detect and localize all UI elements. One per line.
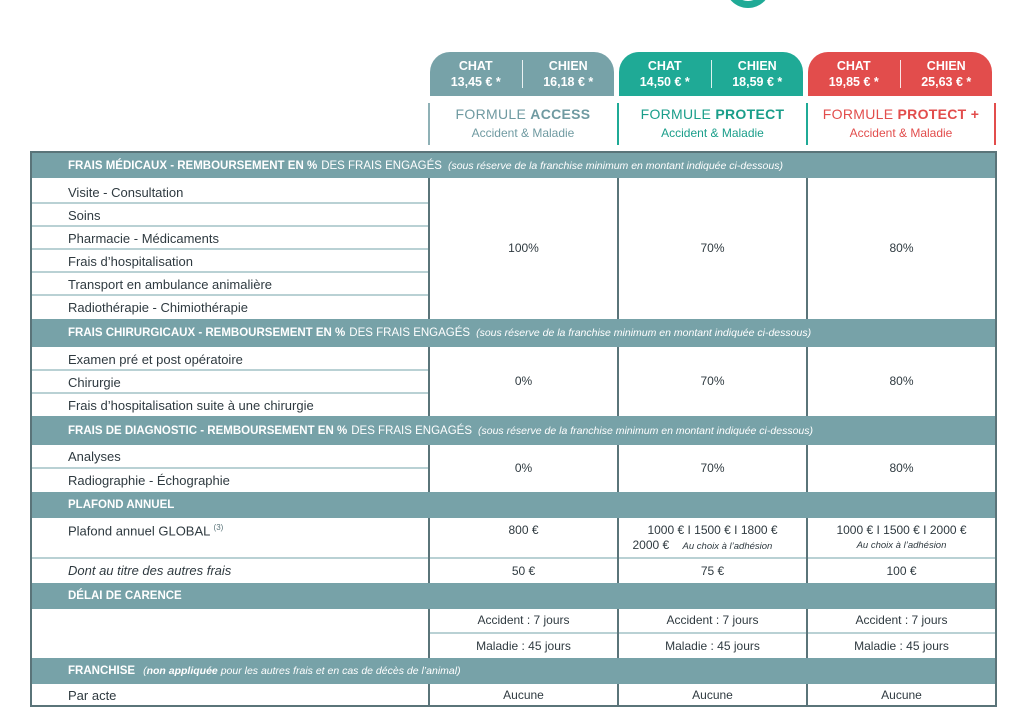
franchise-protect-plus: Aucune (881, 688, 922, 702)
row-label: Frais d’hospitalisation suite à une chirurgie (68, 398, 314, 413)
row-label: Visite - Consultation (68, 185, 184, 200)
column-divider (617, 178, 619, 319)
row-label: Analyses (68, 449, 121, 464)
row-divider (32, 294, 428, 296)
price-tab-access (430, 52, 614, 96)
column-divider (428, 445, 430, 492)
row-label: Radiographie - Échographie (68, 473, 230, 488)
column-divider (428, 178, 430, 319)
column-divider (617, 445, 619, 492)
formule-access-header: FORMULE ACCESS Accident & Maladie (428, 103, 616, 145)
column-divider (806, 445, 808, 492)
autres-frais-protect-plus: 100 € (886, 563, 917, 578)
column-divider (806, 684, 808, 707)
row-label: Soins (68, 208, 101, 223)
value-access: 100% (508, 241, 539, 255)
column-divider (617, 684, 619, 707)
section-header-chirurgicaux: FRAIS CHIRURGICAUX - REMBOURSEMENT EN % DES FRAIS ENGAGÉS (sous réserve de la franchise minimum en montant indiquée ci-dessous) (32, 319, 995, 347)
section-header-medicaux: FRAIS MÉDICAUX - REMBOURSEMENT EN % DES FRAIS ENGAGÉS (sous réserve de la franchise minimum en montant indiquée ci-dessous) (32, 153, 995, 178)
row-divider (32, 202, 428, 204)
footnote-ref: (3) (213, 523, 224, 532)
value-protect-plus: 80% (889, 461, 914, 475)
chat-price-protect-plus: CHAT 19,85 € * (828, 59, 879, 89)
plafond-global-protect: 1000 € I 1500 € I 1800 € 2000 € Au choix à l’adhésion (632, 523, 778, 552)
row-label: Frais d’hospitalisation (68, 254, 194, 269)
value-protect-plus: 80% (889, 374, 914, 388)
row-label-plafond-global: Plafond annuel GLOBAL $^{(3)}$ (68, 523, 224, 539)
value-access: 0% (514, 374, 533, 388)
column-divider (806, 347, 808, 416)
formule-protect-plus-header: FORMULE PROTECT + Accident & Maladie (806, 103, 996, 145)
carence-accident-access: Accident : 7 jours (477, 613, 570, 627)
value-protect-plus: 80% (889, 241, 914, 255)
chat-price-access: CHAT 13,45 € * (450, 59, 501, 89)
column-divider (428, 609, 430, 658)
section-header-plafond: PLAFOND ANNUEL (32, 492, 995, 518)
value-protect: 70% (700, 241, 725, 255)
row-label: Transport en ambulance animalière (68, 277, 273, 292)
row-divider (32, 225, 428, 227)
price-tab-protect-plus (808, 52, 992, 96)
column-divider (806, 609, 808, 658)
plafond-global-protect-plus: 1000 € I 1500 € I 2000 € Au choix à l’adhésion (836, 523, 967, 551)
autres-frais-access: 50 € (511, 563, 536, 578)
column-divider (428, 347, 430, 416)
franchise-access: Aucune (503, 688, 544, 702)
column-divider (428, 518, 430, 583)
row-divider (32, 467, 428, 469)
section-header-diagnostic: FRAIS DE DIAGNOSTIC - REMBOURSEMENT EN % DES FRAIS ENGAGÉS (sous réserve de la franchise minimum en montant indiquée ci-dessous) (32, 416, 995, 445)
carence-accident-protect-plus: Accident : 7 jours (855, 613, 948, 627)
column-divider (617, 347, 619, 416)
section-header-franchise: FRANCHISE (non appliquée pour les autres frais et en cas de décès de l’animal) (32, 658, 995, 684)
section-header-carence: DÉLAI DE CARENCE (32, 583, 995, 609)
autres-frais-protect: 75 € (700, 563, 725, 578)
column-divider (617, 609, 619, 658)
value-protect: 70% (700, 461, 725, 475)
row-divider (32, 248, 428, 250)
carence-maladie-protect: Maladie : 45 jours (665, 638, 760, 653)
chien-price-access: CHIEN 16,18 € * (543, 59, 594, 89)
row-label: Chirurgie (68, 375, 121, 390)
franchise-protect: Aucune (692, 688, 733, 702)
row-label-par-acte: Par acte (68, 688, 117, 703)
row-divider (32, 369, 428, 371)
row-label-autres-frais: Dont au titre des autres frais (68, 563, 232, 578)
chien-price-protect: CHIEN 18,59 € * (732, 59, 783, 89)
column-divider (428, 684, 430, 707)
row-label: Pharmacie - Médicaments (68, 231, 219, 246)
column-divider (617, 518, 619, 583)
column-divider (806, 518, 808, 583)
carence-maladie-access: Maladie : 45 jours (476, 638, 571, 653)
carence-maladie-protect-plus: Maladie : 45 jours (854, 638, 949, 653)
formule-protect-header: FORMULE PROTECT Accident & Maladie (617, 103, 806, 145)
row-divider (32, 392, 428, 394)
price-tab-protect (619, 52, 803, 96)
row-label: Examen pré et post opératoire (68, 352, 243, 367)
row-divider (32, 271, 428, 273)
title-fragment-glyph (725, 0, 771, 8)
chien-price-protect-plus: CHIEN 25,63 € * (921, 59, 972, 89)
value-access: 0% (514, 461, 533, 475)
plafond-global-access: 800 € (508, 523, 539, 537)
chat-price-protect: CHAT 14,50 € * (639, 59, 690, 89)
column-divider (806, 178, 808, 319)
row-label: Radiothérapie - Chimiothérapie (68, 300, 248, 315)
coverage-table (30, 151, 997, 707)
carence-accident-protect: Accident : 7 jours (666, 613, 759, 627)
value-protect: 70% (700, 374, 725, 388)
